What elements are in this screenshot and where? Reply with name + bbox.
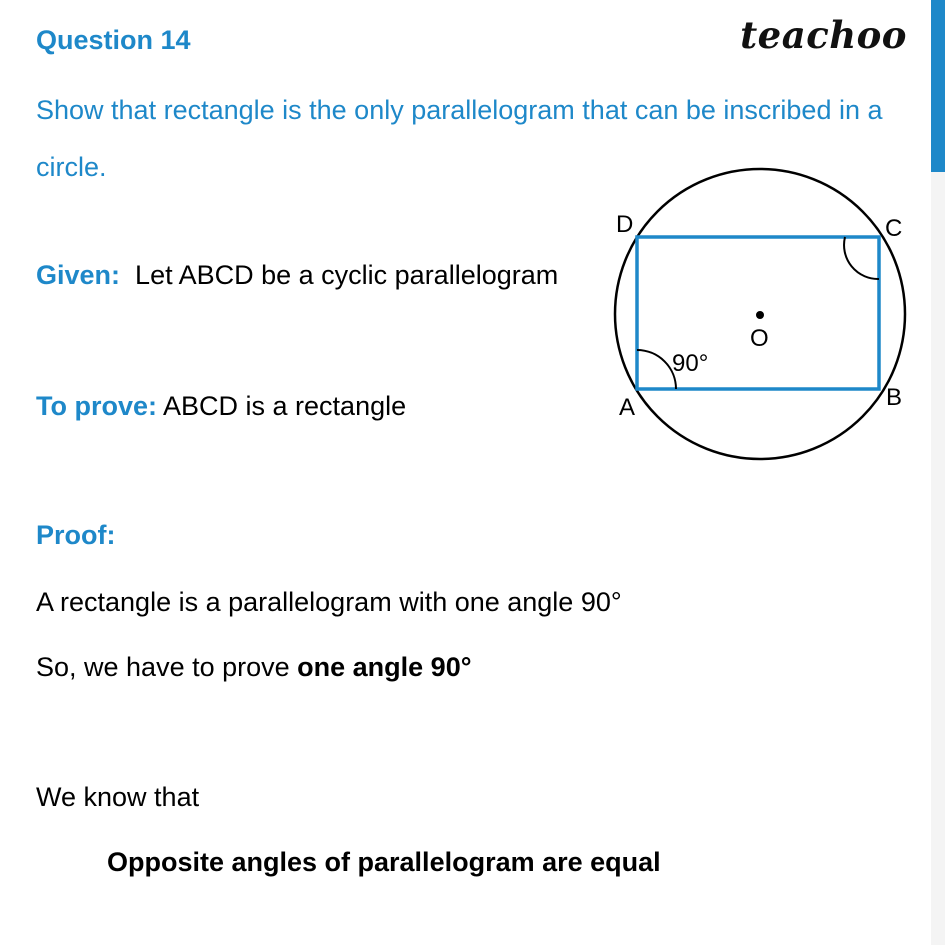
given-line [36, 260, 558, 291]
vertex-label-d: D [616, 211, 634, 238]
angle-arc-a [637, 350, 676, 389]
proof-line-2-prefix: So, we have to prove [36, 652, 298, 682]
given-label: Given: [36, 260, 121, 290]
scrollbar-thumb[interactable] [931, 0, 945, 172]
to-prove-label: To prove: [36, 391, 157, 421]
cyclic-rectangle-diagram [596, 162, 916, 472]
given-text: Let ABCD be a cyclic parallelogram [135, 260, 559, 290]
proof-line-4: Opposite angles of parallelogram are equal [107, 847, 661, 877]
proof-line-2 [36, 652, 472, 683]
brand-logo: teachoo [740, 13, 907, 57]
proof-label: Proof: [36, 520, 116, 550]
angle-label: 90° [672, 350, 709, 377]
center-point [756, 311, 764, 319]
vertex-label-c: C [885, 215, 903, 242]
proof-line-2-bold: one angle 90° [297, 652, 472, 682]
vertex-label-a: A [619, 394, 636, 421]
to-prove-line [36, 391, 406, 422]
question-title: Question 14 [36, 25, 191, 55]
to-prove-text: ABCD is a rectangle [163, 391, 407, 421]
center-label: O [750, 325, 769, 352]
angle-arc-c [844, 237, 879, 279]
proof-line-1: A rectangle is a parallelogram with one angle 90° [36, 587, 622, 617]
vertex-label-b: B [886, 384, 903, 411]
question-text: Show that rectangle is the only parallelogram that can be inscribed in a circle. [36, 95, 883, 182]
proof-line-3: We know that [36, 782, 200, 812]
